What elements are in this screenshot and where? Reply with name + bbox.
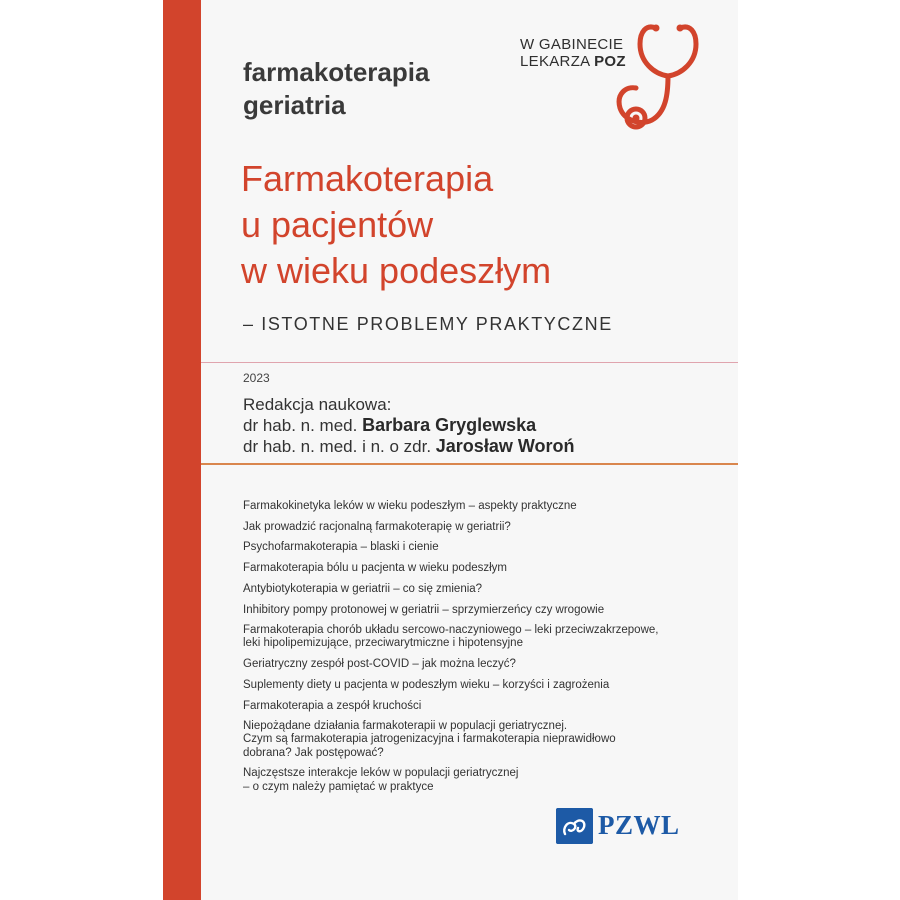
toc-item — [243, 541, 703, 554]
title-line-2: u pacjentów — [241, 204, 434, 245]
editor-2-degree: dr hab. n. med. i n. o zdr. — [243, 437, 436, 456]
toc-line: Farmakokinetyka leków w wieku podeszłym – aspekty praktyczne — [243, 500, 577, 512]
toc-line: Farmakoterapia bólu u pacjenta w wieku podeszłym — [243, 562, 507, 575]
editors-label: Redakcja naukowa: — [243, 395, 392, 414]
series-title — [243, 56, 429, 122]
toc-line: Jak prowadzić racjonalną farmakoterapię w geriatrii? — [243, 520, 511, 533]
toc-line: Inhibitory pompy protonowej w geriatrii – sprzymierzeńcy czy wrogowie — [243, 603, 605, 616]
editor-1 — [243, 415, 574, 436]
toc-item — [243, 521, 703, 534]
editor-1-name: Barbara Gryglewska — [362, 415, 537, 435]
publisher-logo — [556, 808, 686, 844]
badge-line-2-bold: POZ — [594, 53, 626, 70]
series-line-1: farmakoterapia — [243, 57, 430, 87]
book-subtitle: – ISTOTNE PROBLEMY PRAKTYCZNE — [243, 314, 613, 334]
toc-item — [243, 604, 703, 617]
toc-line: Geriatryczny zespół post-COVID – jak można leczyć? — [243, 658, 516, 671]
toc-line: Psychofarmakoterapia – blaski i cienie — [243, 541, 439, 554]
cover-red-band — [163, 0, 201, 900]
toc-item — [243, 658, 703, 671]
table-of-contents — [243, 500, 703, 801]
toc-line: Najczęstsze interakcje leków w populacji geriatrycznej — [243, 767, 519, 780]
toc-line: Farmakoterapia a zespół kruchości — [243, 699, 422, 712]
toc-line: Niepożądane działania farmakoterapii w populacji geriatrycznej. — [243, 720, 568, 733]
toc-item — [243, 679, 703, 692]
toc-line: dobrana? Jak postępować? — [243, 746, 384, 759]
book-title — [241, 156, 551, 294]
toc-item — [243, 500, 703, 513]
editor-1-degree: dr hab. n. med. — [243, 416, 363, 435]
series-line-2: geriatria — [243, 90, 346, 120]
toc-line: Czym są farmakoterapia jatrogenizacyjna i farmakoterapia nieprawidłowo — [243, 733, 616, 746]
badge-line-1: W GABINECIE — [520, 36, 624, 53]
toc-item — [243, 720, 703, 760]
title-line-3: w wieku podeszłym — [241, 250, 552, 291]
editor-2 — [243, 436, 574, 457]
toc-item — [243, 562, 703, 575]
toc-item — [243, 583, 703, 596]
stethoscope-icon — [596, 14, 714, 142]
divider-line — [201, 362, 738, 363]
divider-line-orange — [201, 463, 738, 465]
toc-line: – o czym należy pamiętać w praktyce — [243, 780, 434, 793]
toc-line: Farmakoterapia chorób układu sercowo-naczyniowego – leki przeciwzakrzepowe, — [243, 624, 659, 637]
editors-block — [243, 394, 574, 457]
toc-line: Suplementy diety u pacjenta w podeszłym wieku – korzyści i zagrożenia — [243, 678, 610, 691]
editor-2-name: Jarosław Woroń — [435, 436, 575, 456]
toc-item — [243, 700, 703, 713]
publisher-name: PZWL — [598, 810, 680, 840]
toc-item — [243, 767, 703, 793]
badge-line-2-prefix: LEKARZA — [520, 53, 595, 70]
toc-item — [243, 624, 703, 650]
toc-line: leki hipolipemizujące, przeciwarytmiczne i hipotensyjne — [243, 637, 523, 650]
toc-line: Antybiotykoterapia w geriatrii – co się zmienia? — [243, 582, 483, 595]
title-line-1: Farmakoterapia — [241, 158, 494, 199]
pzwl-logo-icon — [556, 808, 593, 844]
publication-year: 2023 — [243, 371, 270, 385]
